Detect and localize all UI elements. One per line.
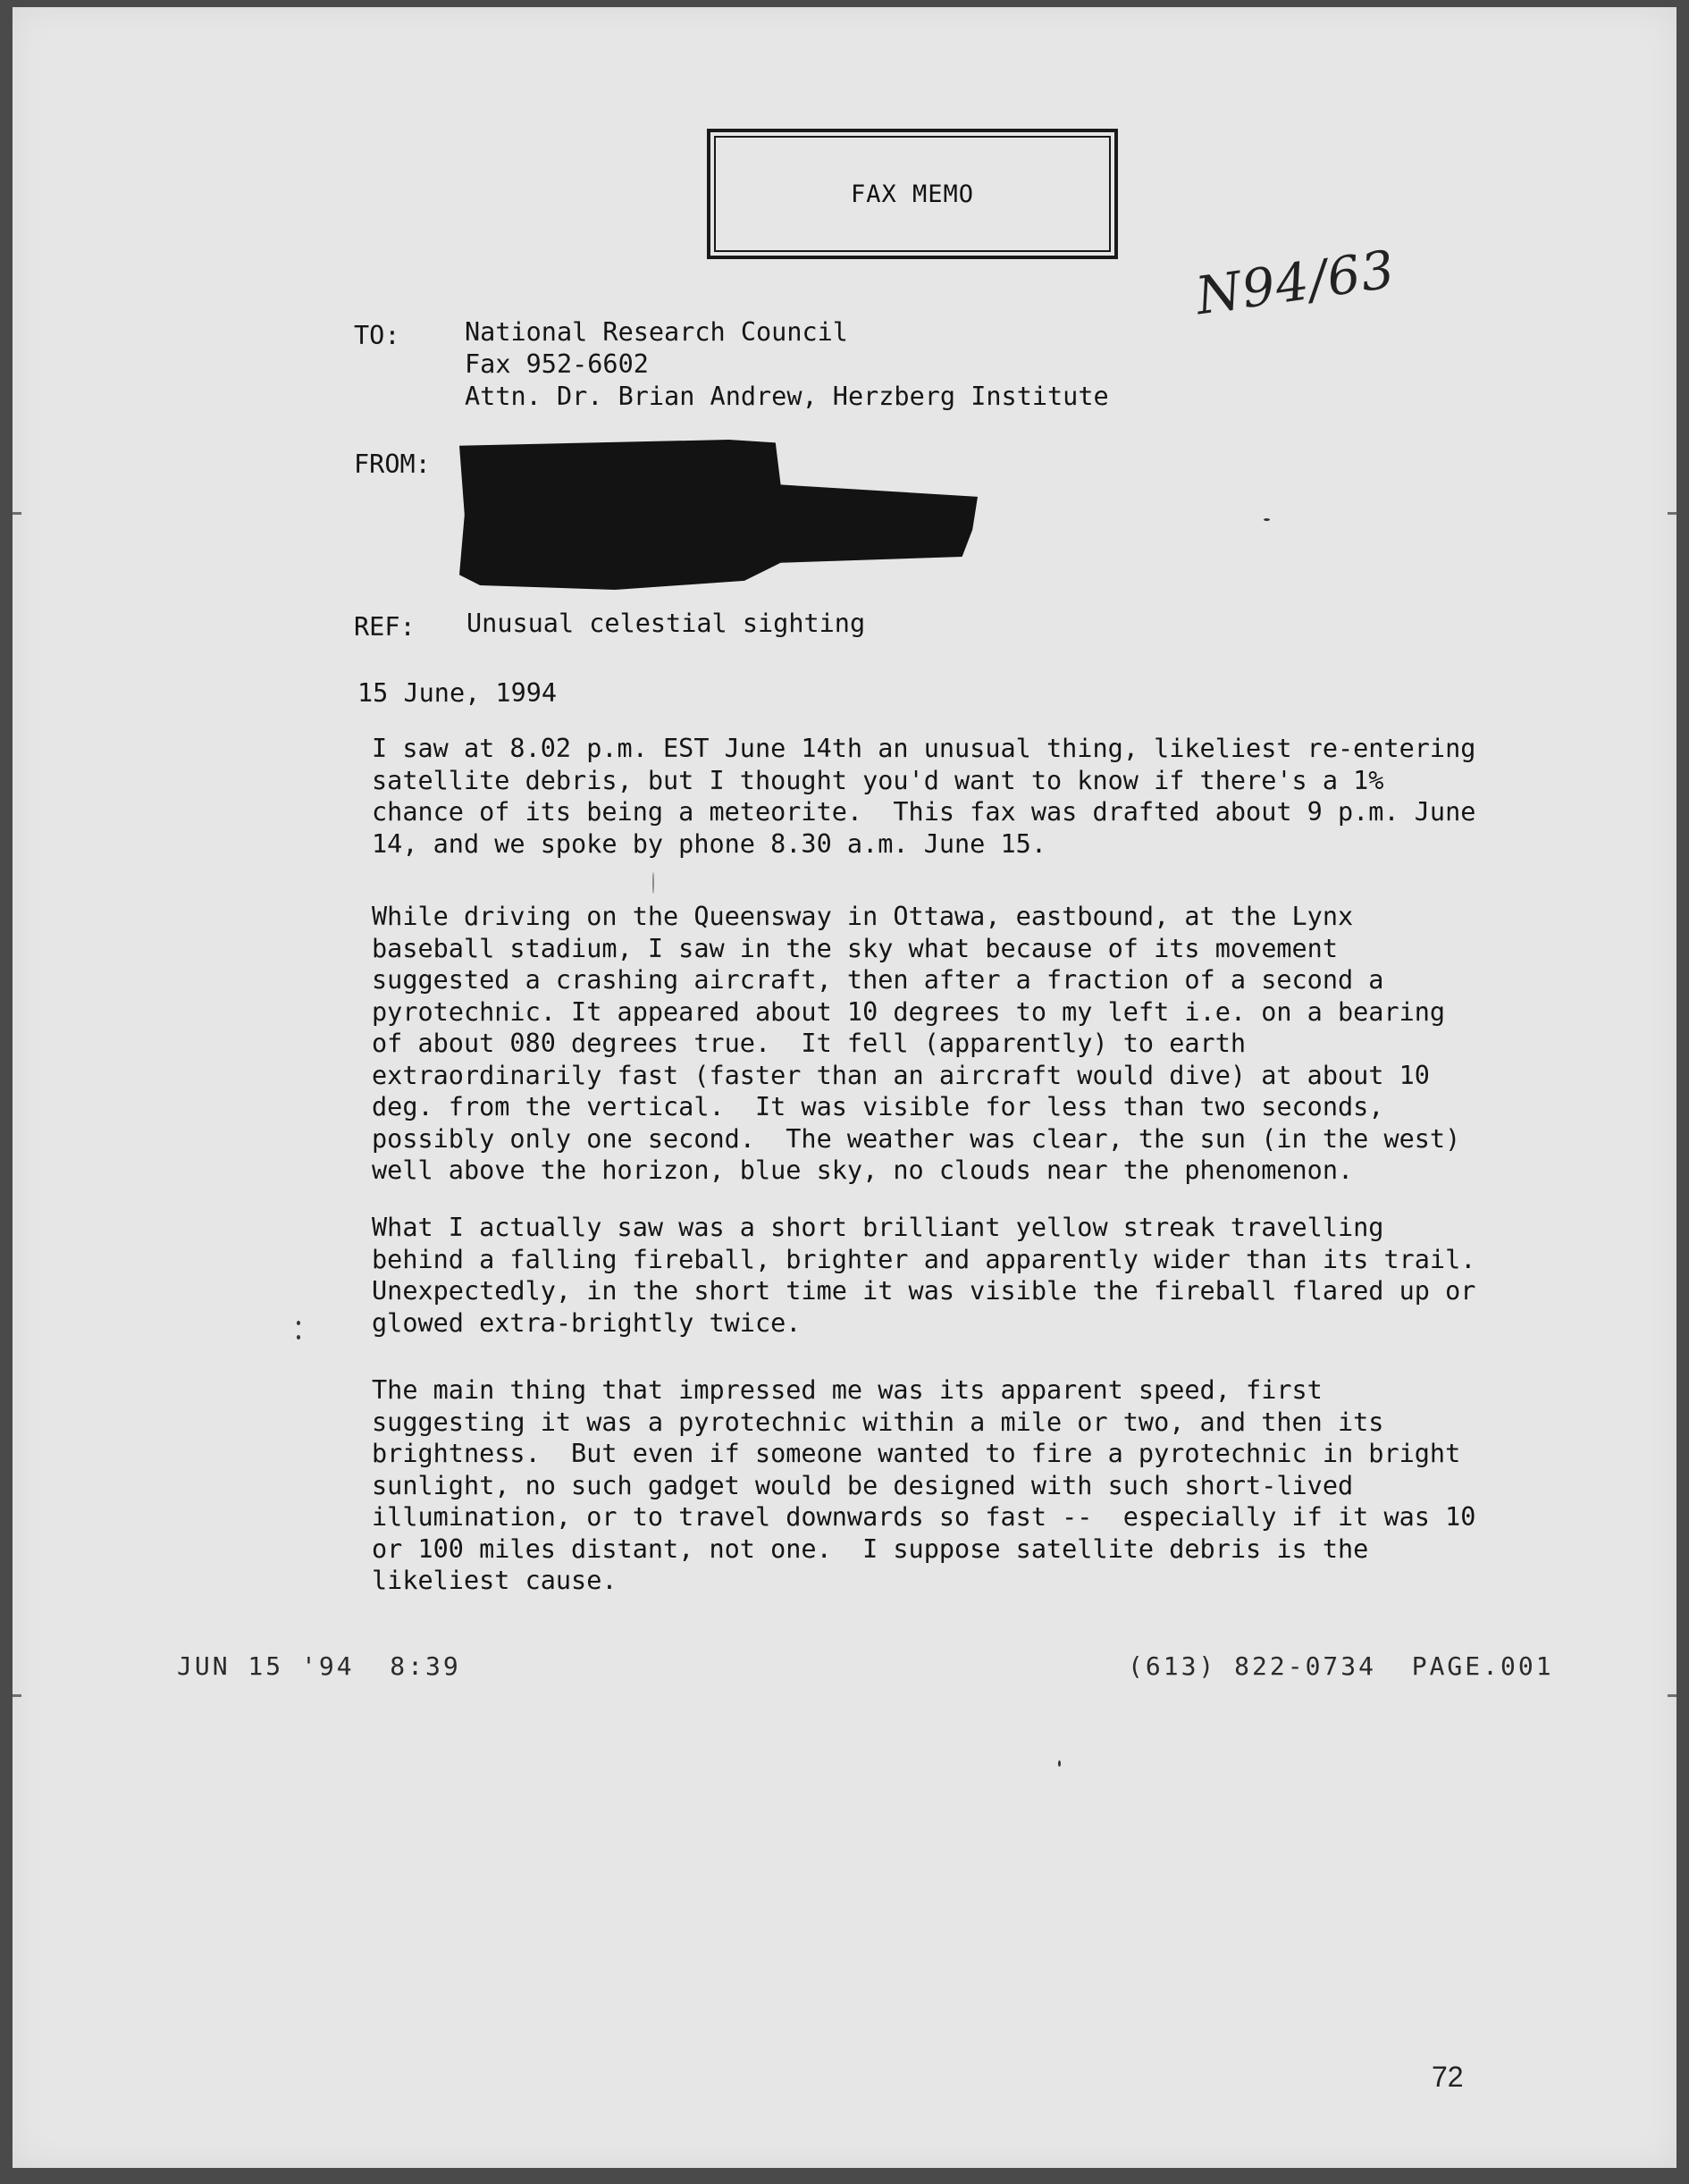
body-line: sunlight, no such gadget would be designed with such short-lived [372, 1470, 1354, 1500]
body-line: baseball stadium, I saw in the sky what because of its movement [372, 933, 1338, 963]
body-line: extraordinarily fast (faster than an aircraft would dive) at about 10 [372, 1060, 1430, 1090]
scan-speck [1058, 1760, 1061, 1767]
scan-speck [297, 1321, 300, 1325]
fax-footer-timestamp: JUN 15 '94 8:39 [177, 1651, 461, 1681]
body-line: 14, and we spoke by phone 8.30 a.m. June 15. [372, 828, 1046, 859]
to-line-2: Fax 952-6602 [465, 349, 649, 379]
document-page [13, 7, 1676, 2168]
body-paragraph-1 [372, 733, 1475, 860]
ref-value: Unusual celestial sighting [466, 609, 866, 638]
scan-mark-right-bottom [1668, 1694, 1676, 1697]
to-line-1: National Research Council [465, 317, 848, 347]
body-paragraph-4 [372, 1374, 1475, 1597]
body-line: well above the horizon, blue sky, no clouds near the phenomenon. [372, 1155, 1354, 1185]
handwritten-file-number: N94/63 [1192, 238, 1399, 327]
body-line: The main thing that impressed me was its apparent speed, first [372, 1375, 1323, 1405]
body-line: suggested a crashing aircraft, then after a fraction of a second a [372, 965, 1384, 995]
body-line: satellite debris, but I thought you'd want to know if there's a 1% [372, 765, 1384, 795]
body-line: or 100 miles distant, not one. I suppose satellite debris is the [372, 1533, 1369, 1564]
to-label: TO: [354, 321, 400, 350]
body-line: pyrotechnic. It appeared about 10 degrees to my left i.e. on a bearing [372, 996, 1446, 1027]
ref-label: REF: [354, 612, 416, 642]
scan-speck [652, 872, 654, 894]
body-line: behind a falling fireball, brighter and apparently wider than its trail. [372, 1244, 1476, 1274]
fax-footer-number-page: (613) 822-0734 PAGE.001 [1128, 1651, 1554, 1681]
body-line: brightness. But even if someone wanted to fire a pyrotechnic in bright [372, 1439, 1461, 1468]
fax-memo-box [707, 129, 1118, 259]
body-line: I saw at 8.02 p.m. EST June 14th an unusual thing, likeliest re-entering [372, 734, 1476, 763]
fax-memo-title: FAX MEMO [850, 180, 975, 208]
body-line: possibly only one second. The weather was clear, the sun (in the west) [372, 1123, 1461, 1154]
body-line: likeliest cause. [372, 1566, 618, 1595]
body-line: of about 080 degrees true. It fell (apparently) to earth [372, 1029, 1247, 1058]
body-paragraph-3 [372, 1212, 1475, 1339]
to-line-3: Attn. Dr. Brian Andrew, Herzberg Institute [465, 382, 1109, 411]
body-line: deg. from the vertical. It was visible for less than two seconds, [372, 1092, 1384, 1121]
memo-date: 15 June, 1994 [357, 678, 558, 708]
scan-mark-right-top [1668, 512, 1676, 515]
redaction-block [459, 440, 978, 590]
body-line: glowed extra-brightly twice. [372, 1307, 802, 1338]
from-label: FROM: [354, 449, 431, 479]
body-line: What I actually saw was a short brilliant yellow streak travelling [372, 1213, 1384, 1242]
page-number: 72 [1432, 2061, 1464, 2093]
scan-speck [1264, 518, 1270, 521]
body-line: Unexpectedly, in the short time it was visible the fireball flared up or [372, 1276, 1476, 1306]
body-line: chance of its being a meteorite. This fax was drafted about 9 p.m. June [372, 797, 1476, 827]
body-line: suggesting it was a pyrotechnic within a mile or two, and then its [372, 1407, 1384, 1437]
body-paragraph-2 [372, 901, 1460, 1187]
body-line: illumination, or to travel downwards so fast -- especially if it was 10 [372, 1502, 1476, 1532]
fax-memo-box-inner [714, 136, 1111, 252]
scan-speck [297, 1335, 300, 1340]
body-line: While driving on the Queensway in Ottawa, eastbound, at the Lynx [372, 902, 1354, 931]
scan-mark-left-top [13, 512, 21, 515]
scan-mark-left-bottom [13, 1694, 21, 1697]
